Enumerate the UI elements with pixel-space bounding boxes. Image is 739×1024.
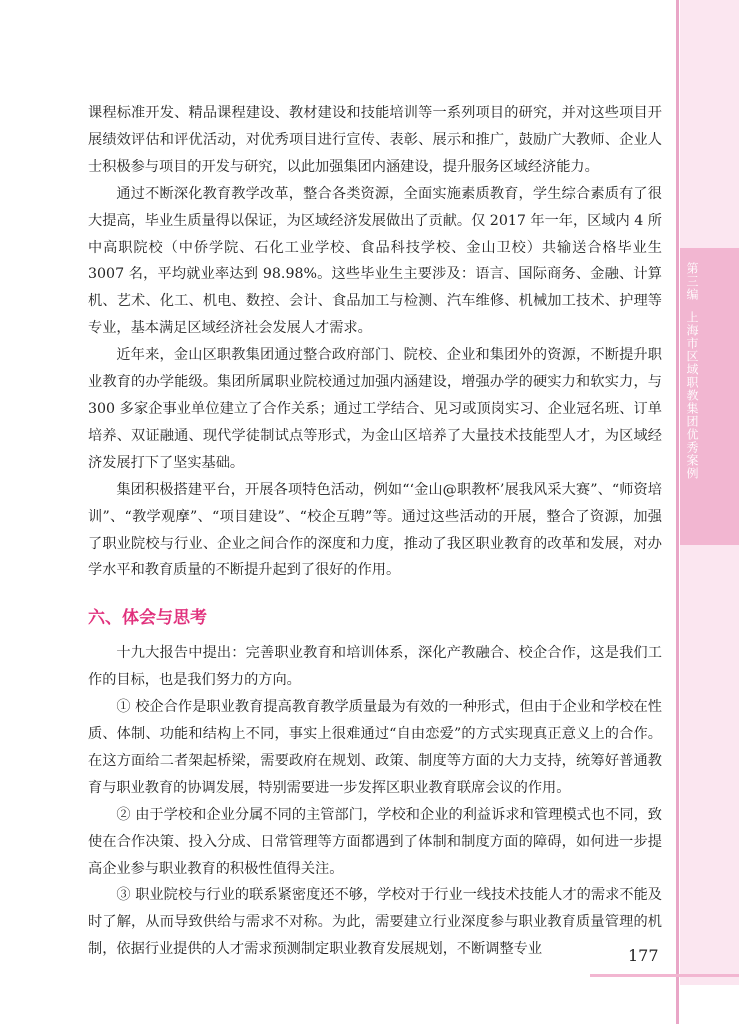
footer-rule xyxy=(590,974,739,977)
side-tab-part: 第三编 xyxy=(685,262,699,301)
side-tab-block-top xyxy=(680,0,739,248)
body-paragraph: 集团积极搭建平台，开展各项特色活动，例如“‘金山@职教杯’展我风采大赛”、“师资培训”、“教学观摩”、“项目建设”、“校企互聘”等。通过这些活动的开展，整合了资源，加强了职业院校与行业、企业之间合作的深度和力度，推动了我区职业教育的改革和发展，对办学水平和教育质量的不断提升起到了很好的作用。 xyxy=(88,481,662,579)
side-tab-block-bottom xyxy=(680,545,739,985)
body-paragraph: 近年来，金山区职教集团通过整合政府部门、院校、企业和集团外的资源，不断提升职业教育的办学能级。集团所属职业院校通过加强内涵建设，增强办学的硬实力和软实力，与 300 多家企事业单位建立了合作关系；通过工学结合、见习或顶岗实习、企业冠名班、订单培养、双证融通、现代学徒制试点等形式，为金山区培养了大量技术技能型人才，为区域经济发展打下了坚实基础。 xyxy=(88,347,662,471)
body-paragraph: ② 由于学校和企业分属不同的主管部门，学校和企业的利益诉求和管理模式也不同，致使在合作决策、投入分成、日常管理等方面都遇到了体制和制度方面的障碍，如何进一步提高企业参与职业教育的积极性值得关注。 xyxy=(88,806,662,877)
body-paragraph: 通过不断深化教育教学改革，整合各类资源，全面实施素质教育，学生综合素质有了很大提高，毕业生质量得以保证，为区域经济发展做出了贡献。仅 2017 年一年，区域内 4 所中高职院校（中侨学院、石化工业学校、食品科技学校、金山卫校）共输送合格毕业生 3007 名，平均就业率达到 98.98%。这些毕业生主要涉及：语言、国际商务、金融、计算机、艺术、化工、机电、数控、会计、食品加工与检测、汽车维修、机械加工技术、护理等专业，基本满足区域经济社会发展人才需求。 xyxy=(88,185,662,337)
page-body xyxy=(88,100,662,963)
section-heading: 六、体会与思考 xyxy=(88,608,207,629)
body-paragraph: ① 校企合作是职业教育提高教育教学质量最为有效的一种形式，但由于企业和学校在性质、体制、功能和结构上不同，事实上很难通过“自由恋爱”的方式实现真正意义上的合作。在这方面给二者架起桥梁，需要政府在规划、政策、制度等方面的大力支持，统筹好普通教育与职业教育的协调发展，特别需要进一步发挥区职业教育联席会议的作用。 xyxy=(88,699,662,796)
body-paragraph: 课程标准开发、精品课程建设、教材建设和技能培训等一系列项目的研究，并对这些项目开展绩效评估和评优活动，对优秀项目进行宣传、表彰、展示和推广，鼓励广大教师、企业人士积极参与项目的开发与研究，以此加强集团内涵建设，提升服务区域经济能力。 xyxy=(88,105,662,175)
body-paragraph: ③ 职业院校与行业的联系紧密度还不够，学校对于行业一线技术技能人才的需求不能及时了解，从而导致供给与需求不对称。为此，需要建立行业深度参与职业教育质量管理的机制，依据行业提供的人才需求预测制定职业教育发展规划，不断调整专业 xyxy=(88,887,662,958)
side-tab-text xyxy=(681,262,703,480)
side-tab-line xyxy=(676,0,679,1024)
side-tab-section: 上海市区域职教集团优秀案例 xyxy=(685,311,699,480)
page-number: 177 xyxy=(628,946,659,965)
body-paragraph: 十九大报告中提出：完善职业教育和培训体系，深化产教融合、校企合作，这是我们工作的目标，也是我们努力的方向。 xyxy=(88,645,662,689)
side-tab xyxy=(672,0,739,1024)
